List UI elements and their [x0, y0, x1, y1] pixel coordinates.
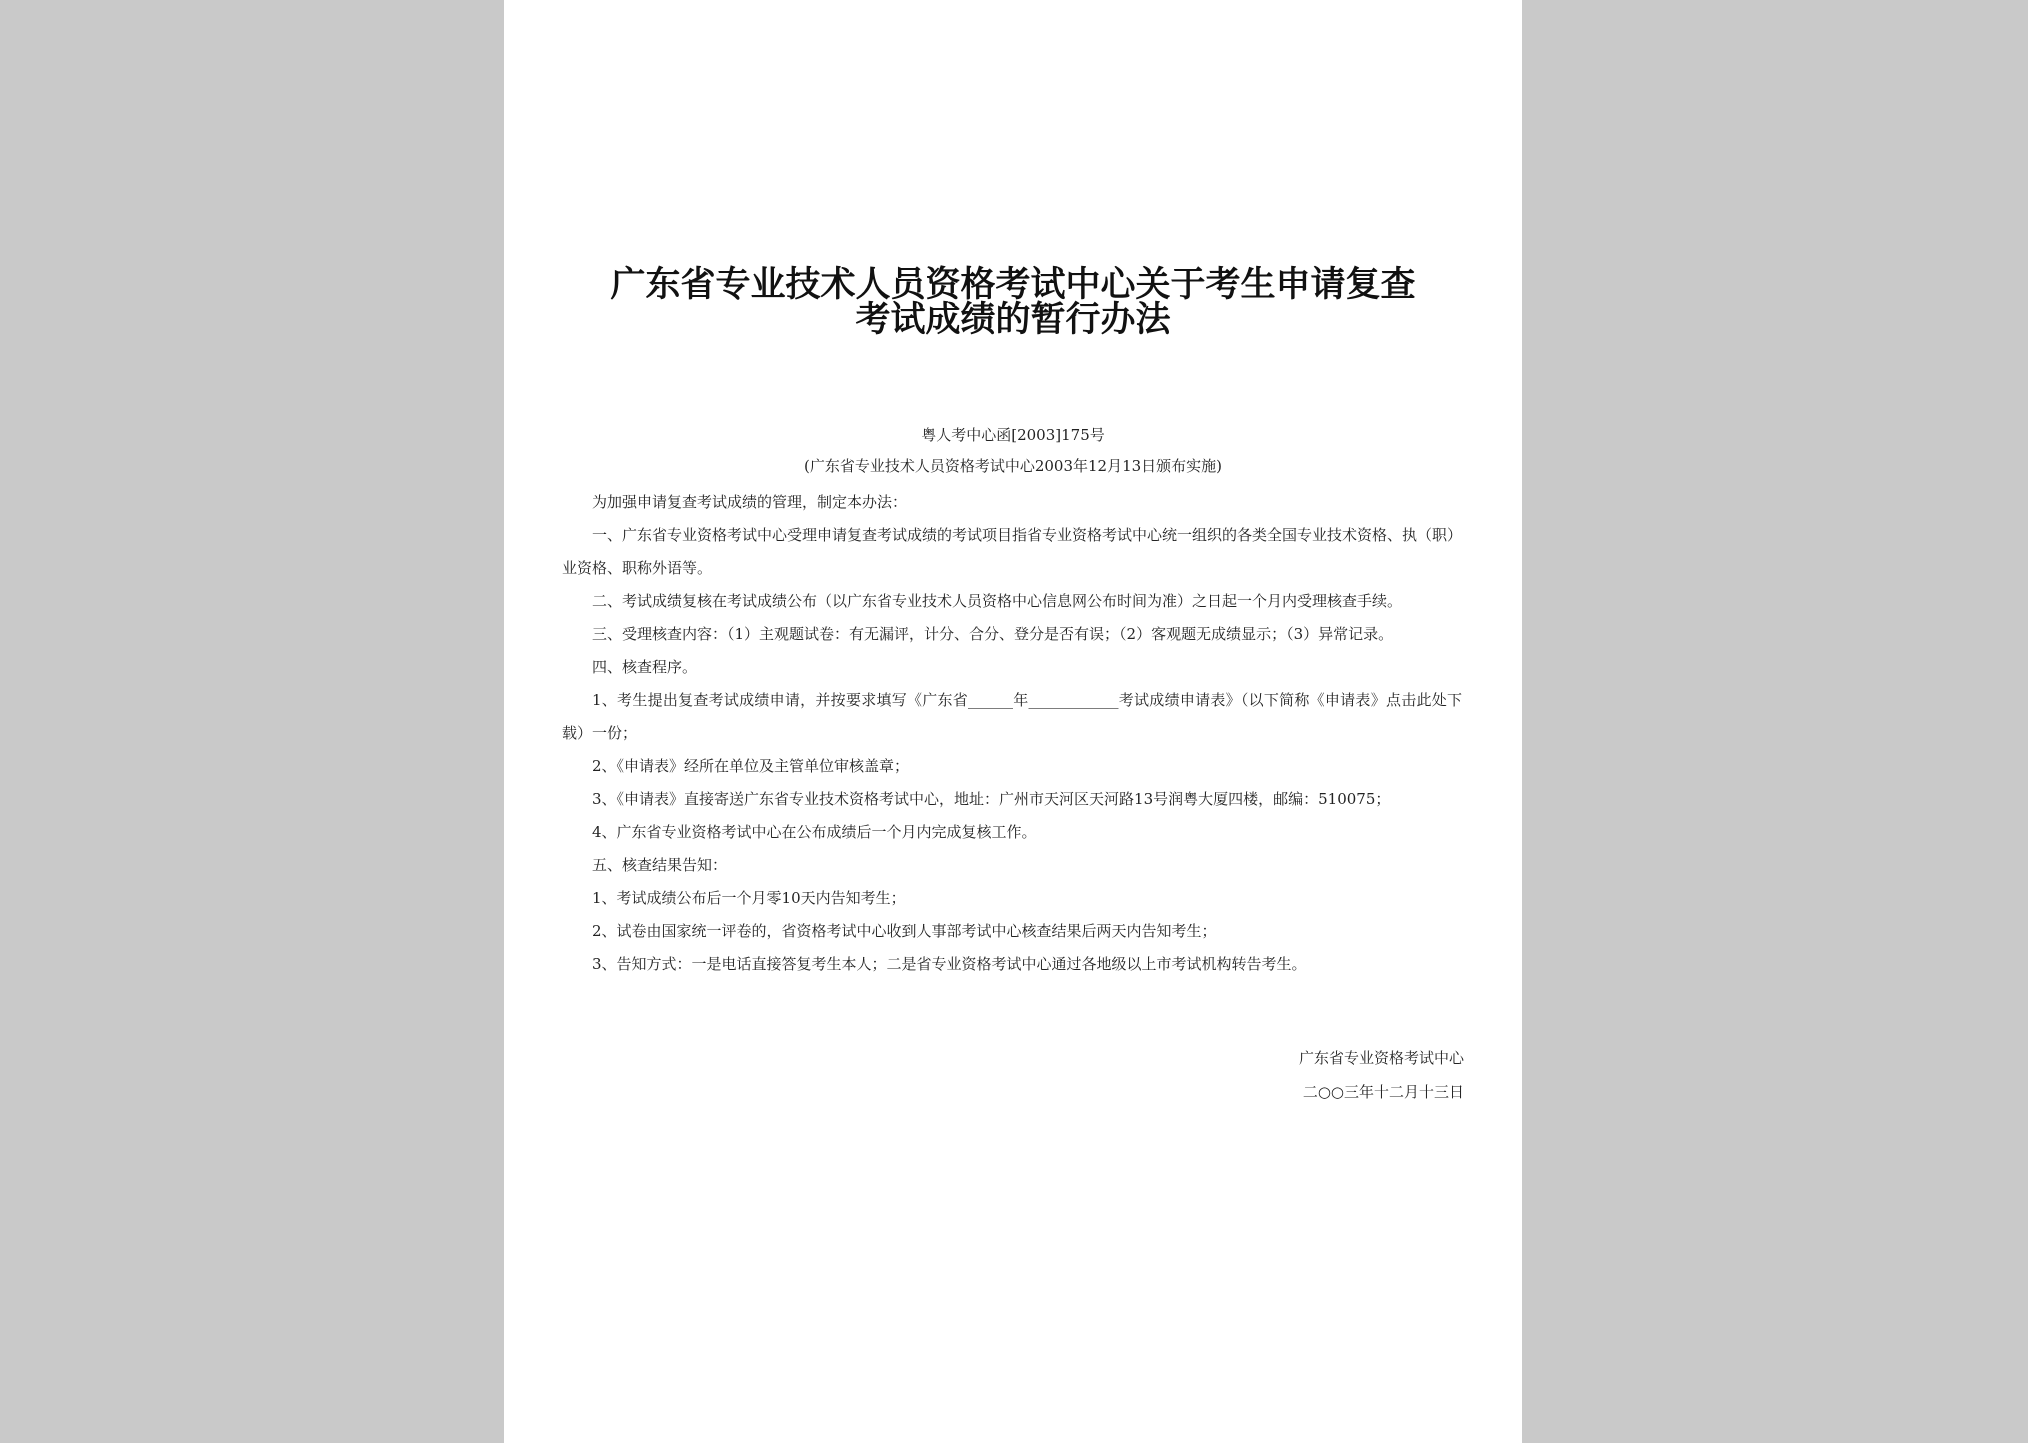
document-body	[562, 486, 1462, 981]
issued-note: (广东省专业技术人员资格考试中心2003年12月13日颁布实施)	[803, 457, 1223, 475]
paragraph-section-4-heading: 四、核查程序。	[592, 658, 698, 676]
paragraph-procedure-2: 2、《申请表》经所在单位及主管单位审核盖章；	[592, 757, 910, 775]
document-number: 粤人考中心函[2003]175号	[921, 426, 1105, 444]
document-title-line-2: 考试成绩的暂行办法	[855, 300, 1171, 340]
document-page	[504, 0, 1522, 1443]
paragraph-result-3: 3、告知方式：一是电话直接答复考生本人；二是省专业资格考试中心通过各地级以上市考试机构转告考生。	[592, 955, 1307, 973]
paragraph-result-2: 2、试卷由国家统一评卷的，省资格考试中心收到人事部考试中心核查结果后两天内告知考生；	[592, 922, 1217, 940]
paragraph-section-2: 二、考试成绩复核在考试成绩公布（以广东省专业技术人员资格中心信息网公布时间为准）之日起一个月内受理核查手续。	[592, 592, 1403, 610]
signature-organization: 广东省专业资格考试中心	[1298, 1049, 1464, 1067]
signature-date: 二○○三年十二月十三日	[1302, 1083, 1464, 1101]
paragraph-procedure-3: 3、《申请表》直接寄送广东省专业技术资格考试中心，地址：广州市天河区天河路13号润粤大厦四楼，邮编：510075；	[592, 790, 1391, 808]
paragraph-section-5-heading: 五、核查结果告知：	[592, 856, 728, 874]
document-title-line-1: 广东省专业技术人员资格考试中心关于考生申请复查	[610, 265, 1416, 305]
paragraph-procedure-1: 1、考生提出复查考试成绩申请，并按要求填写《广东省______年____________考试成绩申请表》（以下简称《申请表》点击此处下载）一份；	[562, 691, 1462, 742]
paragraph-procedure-4: 4、广东省专业资格考试中心在公布成绩后一个月内完成复核工作。	[592, 823, 1037, 841]
paragraph-section-1: 一、广东省专业资格考试中心受理申请复查考试成绩的考试项目指省专业资格考试中心统一组织的各类全国专业技术资格、执（职）业资格、职称外语等。	[562, 526, 1463, 577]
paragraph-section-3: 三、受理核查内容：（1）主观题试卷：有无漏评，计分、合分、登分是否有误；（2）客观题无成绩显示；（3）异常记录。	[592, 625, 1394, 643]
paragraph-result-1: 1、考试成绩公布后一个月零10天内告知考生；	[592, 889, 906, 907]
paragraph-intro: 为加强申请复查考试成绩的管理，制定本办法：	[592, 493, 908, 511]
